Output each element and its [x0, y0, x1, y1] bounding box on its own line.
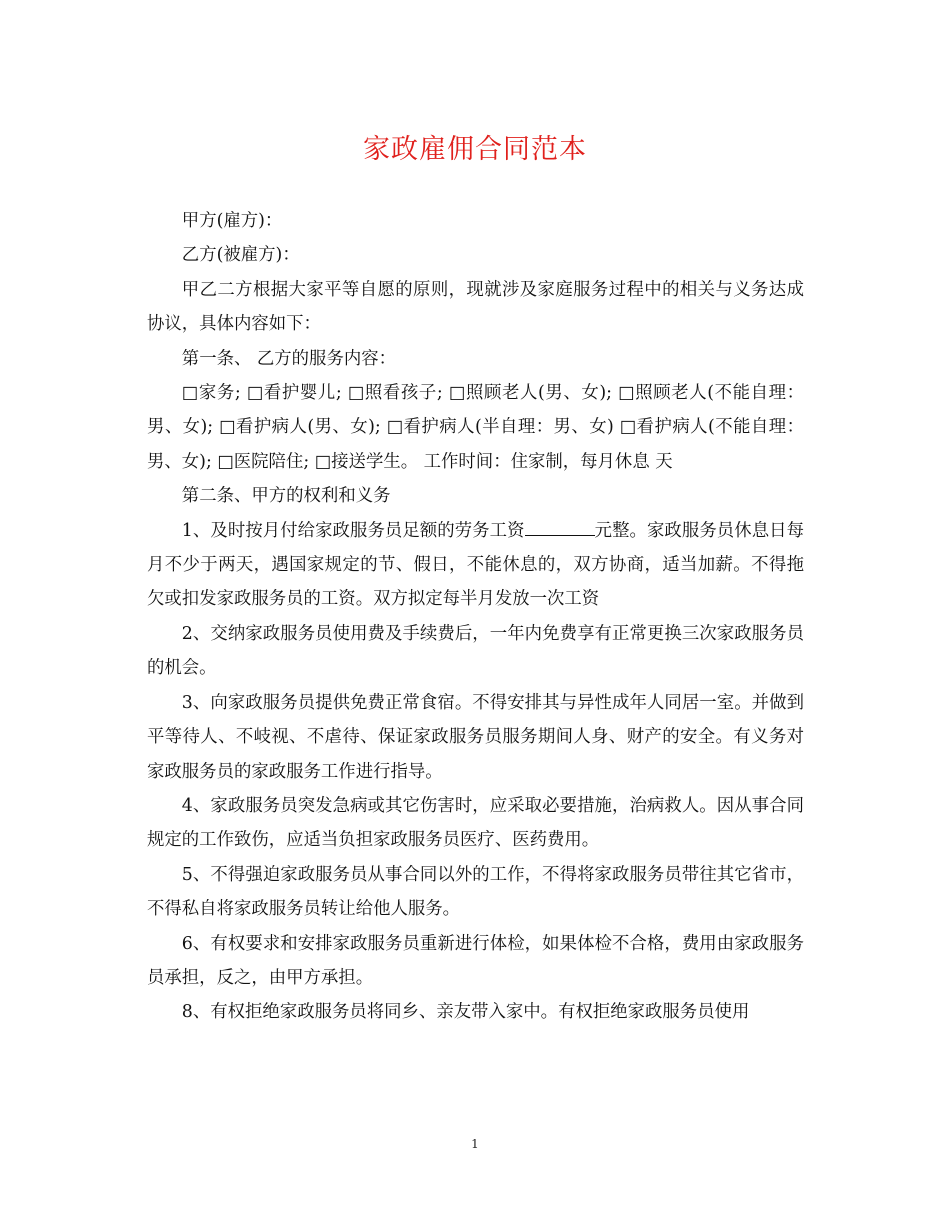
clause-5-paragraph: 5、不得强迫家政服务员从事合同以外的工作，不得将家政服务员带往其它省市，不得私自将家政服务员转让给他人服务。: [147, 864, 804, 920]
document-body: [147, 204, 804, 1030]
article-2-heading: 第二条、甲方的权利和义务: [181, 486, 391, 507]
party-a-line: 甲方(雇方)：: [181, 211, 283, 231]
service-options-paragraph: □家务; □看护婴儿; □照看孩子; □照顾老人(男、女); □照顾老人(不能自理：男、女); □看护病人(男、女); □看护病人(半自理：男、女) □看护病人(不能自理：男、女); □医院陪住; □接送学生。 工作时间：住家制，每月休息 天: [147, 383, 804, 472]
page-number: 1: [471, 1137, 479, 1151]
clause-2-paragraph: 2、交纳家政服务员使用费及手续费后，一年内免费享有正常更换三次家政服务员的机会。: [147, 623, 804, 679]
clause-1-text-before: 1、及时按月付给家政服务员足额的劳务工资: [181, 520, 525, 541]
clause-6-paragraph: 6、有权要求和安排家政服务员重新进行体检，如果体检不合格，费用由家政服务员承担，反之，由甲方承担。: [147, 933, 804, 988]
clause-8-paragraph: 8、有权拒绝家政服务员将同乡、亲友带入家中。有权拒绝家政服务员使用: [181, 1002, 750, 1023]
document-title: 家政雇佣合同范本: [363, 134, 587, 165]
clause-1-text-after: 元整。家政服务员休息日每月不少于两天，遇国家规定的节、假日，不能休息的，双方协商，适当加薪。不得拖欠或扣发家政服务员的工资。双方拟定每半月发放一次工资: [147, 520, 804, 610]
clause-4-paragraph: 4、家政服务员突发急病或其它伤害时，应采取必要措施，治病救人。因从事合同规定的工作致伤，应适当负担家政服务员医疗、医药费用。: [147, 795, 804, 851]
wage-blank-line: [525, 518, 595, 536]
article-1-heading: 第一条、 乙方的服务内容：: [181, 348, 397, 369]
clause-1-paragraph: [147, 514, 804, 617]
preamble-paragraph: 甲乙二方根据大家平等自愿的原则，现就涉及家庭服务过程中的相关与义务达成协议，具体内容如下：: [147, 279, 804, 335]
clause-3-paragraph: 3、向家政服务员提供免费正常食宿。不得安排其与异性成年人同居一室。并做到平等待人、不岐视、不虐待、保证家政服务员服务期间人身、财产的安全。有义务对家政服务员的家政服务工作进行指导。: [147, 692, 804, 782]
party-b-line: 乙方(被雇方)：: [181, 245, 300, 266]
